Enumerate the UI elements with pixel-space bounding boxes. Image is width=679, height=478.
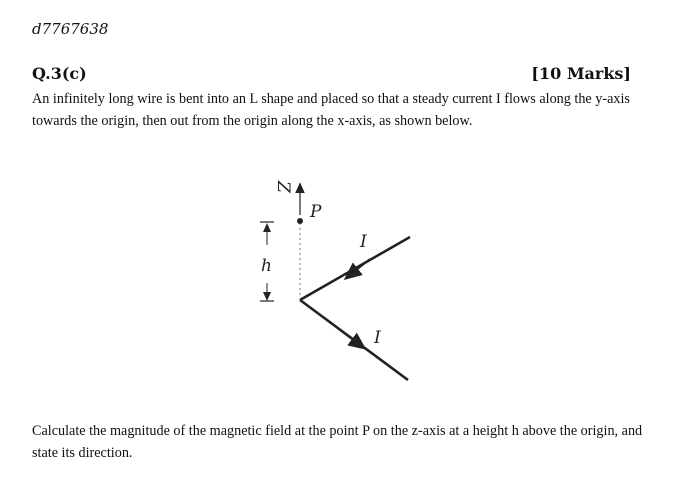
wire-y-axis: [300, 237, 410, 300]
current-label-lower: I: [374, 328, 381, 348]
question-number: Q.3(c): [32, 64, 87, 83]
question-marks: [10 Marks]: [531, 64, 631, 83]
document-id: d7767638: [32, 20, 109, 38]
current-arrow-upper: [350, 259, 370, 275]
point-p-label: P: [310, 202, 322, 222]
height-label: h: [261, 256, 272, 276]
l-wire-diagram: [230, 165, 430, 395]
current-label-upper: I: [360, 232, 367, 252]
z-axis-label: Z: [273, 181, 293, 193]
question-intro: An infinitely long wire is bent into an L shape and placed so that a steady current I flows along the y-axis towards the origin, then out from the origin along the x-axis, as shown below.: [32, 91, 630, 129]
current-arrow-lower: [340, 330, 360, 345]
question-ask: Calculate the magnitude of the magnetic field at the point P on the z-axis at a height h above the origin, and state its direction.: [32, 423, 643, 461]
question-header: [32, 64, 631, 83]
point-p: [297, 218, 303, 224]
